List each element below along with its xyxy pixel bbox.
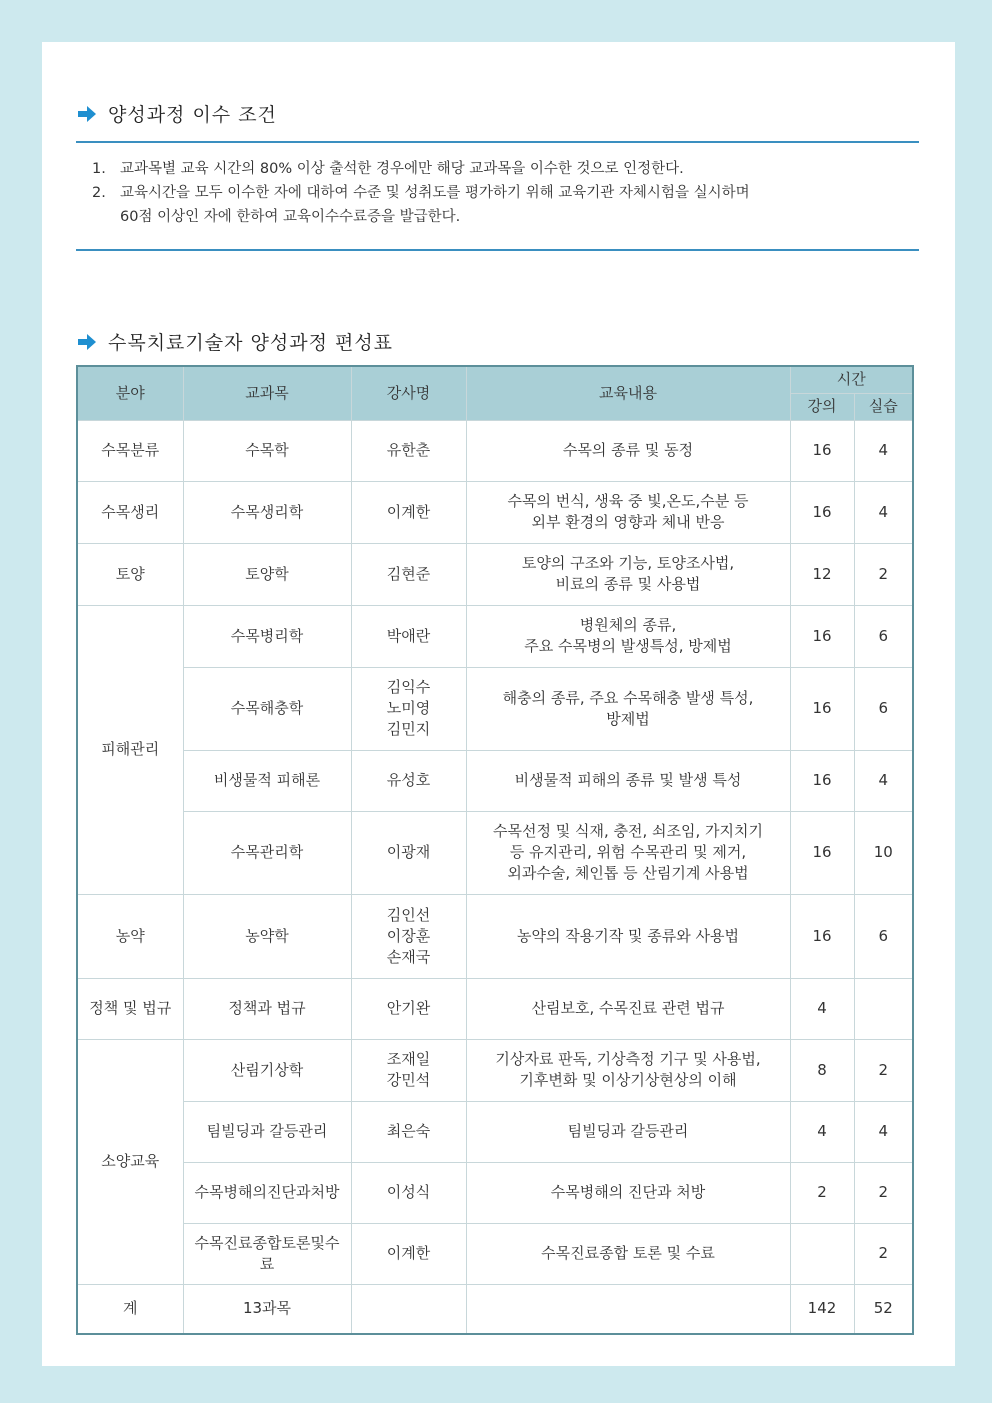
section-title: 양성과정 이수 조건	[108, 104, 277, 126]
instructor-cell: 조재일 강민석	[351, 1039, 466, 1101]
condition-item	[92, 181, 912, 229]
content-cell: 수목의 번식, 생육 중 빛,온도,수분 등 외부 환경의 영향과 체내 반응	[466, 481, 790, 543]
table-row	[77, 481, 913, 543]
section-divider	[76, 141, 919, 143]
total-instructor-cell	[351, 1284, 466, 1334]
instructor-cell: 유한춘	[351, 420, 466, 481]
subject-cell: 산림기상학	[183, 1039, 351, 1101]
lecture-hours-cell: 16	[790, 667, 854, 750]
content-cell: 수목의 종류 및 동정	[466, 420, 790, 481]
subject-cell: 수목관리학	[183, 811, 351, 894]
section-divider	[76, 249, 919, 251]
lecture-hours-cell	[790, 1223, 854, 1284]
document-page	[42, 42, 955, 1366]
content-cell: 팀빌딩과 갈등관리	[466, 1101, 790, 1162]
instructor-cell: 이계한	[351, 1223, 466, 1284]
total-lecture-hours: 142	[790, 1284, 854, 1334]
table-row	[77, 605, 913, 667]
arrow-right-icon	[76, 331, 98, 353]
field-cell: 피해관리	[77, 605, 183, 894]
section-heading-completion	[76, 100, 277, 127]
table-row	[77, 1039, 913, 1101]
practice-hours-cell: 4	[854, 1101, 913, 1162]
field-cell: 농약	[77, 894, 183, 978]
subject-cell: 농약학	[183, 894, 351, 978]
lecture-hours-cell: 4	[790, 1101, 854, 1162]
subject-cell: 수목생리학	[183, 481, 351, 543]
instructor-cell: 이성식	[351, 1162, 466, 1223]
table-row	[77, 894, 913, 978]
practice-hours-cell: 4	[854, 481, 913, 543]
instructor-cell: 안기완	[351, 978, 466, 1039]
total-content-cell	[466, 1284, 790, 1334]
lecture-hours-cell: 8	[790, 1039, 854, 1101]
instructor-cell: 유성호	[351, 750, 466, 811]
subject-cell: 팀빌딩과 갈등관리	[183, 1101, 351, 1162]
table-row	[77, 1101, 913, 1162]
content-cell: 비생물적 피해의 종류 및 발생 특성	[466, 750, 790, 811]
header-time: 시간	[790, 366, 913, 393]
curriculum-table	[76, 365, 914, 1335]
content-cell: 산림보호, 수목진료 관련 법규	[466, 978, 790, 1039]
table-row	[77, 420, 913, 481]
subject-cell: 토양학	[183, 543, 351, 605]
subject-cell: 비생물적 피해론	[183, 750, 351, 811]
practice-hours-cell: 2	[854, 543, 913, 605]
header-content: 교육내용	[466, 366, 790, 420]
section-title: 수목치료기술자 양성과정 편성표	[108, 332, 394, 354]
instructor-cell: 박애란	[351, 605, 466, 667]
completion-conditions-list	[92, 157, 912, 229]
instructor-cell: 최은숙	[351, 1101, 466, 1162]
arrow-right-icon	[76, 103, 98, 125]
content-cell: 병원체의 종류, 주요 수목병의 발생특성, 방제법	[466, 605, 790, 667]
lecture-hours-cell: 16	[790, 605, 854, 667]
instructor-cell: 이계한	[351, 481, 466, 543]
lecture-hours-cell: 16	[790, 420, 854, 481]
table-row	[77, 667, 913, 750]
header-field: 분야	[77, 366, 183, 420]
condition-text: 교과목별 교육 시간의 80% 이상 출석한 경우에만 해당 교과목을 이수한 것으로 인정한다.	[120, 161, 684, 177]
subject-cell: 수목해충학	[183, 667, 351, 750]
field-cell: 소양교육	[77, 1039, 183, 1284]
header-instructor: 강사명	[351, 366, 466, 420]
practice-hours-cell: 2	[854, 1223, 913, 1284]
total-practice-hours: 52	[854, 1284, 913, 1334]
instructor-cell: 김인선 이장훈 손재국	[351, 894, 466, 978]
total-subject-count: 13과목	[183, 1284, 351, 1334]
subject-cell: 정책과 법규	[183, 978, 351, 1039]
practice-hours-cell: 10	[854, 811, 913, 894]
header-practice: 실습	[854, 393, 913, 420]
header-row	[77, 366, 913, 393]
table-row	[77, 1223, 913, 1284]
total-row	[77, 1284, 913, 1334]
lecture-hours-cell: 2	[790, 1162, 854, 1223]
header-subject: 교과목	[183, 366, 351, 420]
table-row	[77, 978, 913, 1039]
content-cell: 해충의 종류, 주요 수목해충 발생 특성, 방제법	[466, 667, 790, 750]
practice-hours-cell: 6	[854, 667, 913, 750]
subject-cell: 수목병리학	[183, 605, 351, 667]
practice-hours-cell: 2	[854, 1162, 913, 1223]
practice-hours-cell: 6	[854, 894, 913, 978]
field-cell: 수목생리	[77, 481, 183, 543]
content-cell: 기상자료 판독, 기상측정 기구 및 사용법, 기후변화 및 이상기상현상의 이해	[466, 1039, 790, 1101]
practice-hours-cell: 6	[854, 605, 913, 667]
total-label-cell: 계	[77, 1284, 183, 1334]
lecture-hours-cell: 4	[790, 978, 854, 1039]
content-cell: 수목선정 및 식재, 충전, 쇠조임, 가지치기 등 유지관리, 위험 수목관리 및 제거, 외과수술, 체인톱 등 산림기계 사용법	[466, 811, 790, 894]
content-cell: 수목진료종합 토론 및 수료	[466, 1223, 790, 1284]
field-cell: 수목분류	[77, 420, 183, 481]
lecture-hours-cell: 16	[790, 811, 854, 894]
practice-hours-cell: 2	[854, 1039, 913, 1101]
subject-cell: 수목학	[183, 420, 351, 481]
lecture-hours-cell: 16	[790, 481, 854, 543]
content-cell: 토양의 구조와 기능, 토양조사법, 비료의 종류 및 사용법	[466, 543, 790, 605]
instructor-cell: 김현준	[351, 543, 466, 605]
instructor-cell: 김익수 노미영 김민지	[351, 667, 466, 750]
lecture-hours-cell: 16	[790, 750, 854, 811]
practice-hours-cell: 4	[854, 750, 913, 811]
table-row	[77, 543, 913, 605]
section-heading-schedule	[76, 328, 393, 355]
content-cell: 수목병해의 진단과 처방	[466, 1162, 790, 1223]
table-row	[77, 750, 913, 811]
content-cell: 농약의 작용기작 및 종류와 사용법	[466, 894, 790, 978]
practice-hours-cell: 4	[854, 420, 913, 481]
table-row	[77, 811, 913, 894]
field-cell: 토양	[77, 543, 183, 605]
table-row	[77, 1162, 913, 1223]
subject-cell: 수목진료종합토론및수료	[183, 1223, 351, 1284]
lecture-hours-cell: 12	[790, 543, 854, 605]
condition-text: 교육시간을 모두 이수한 자에 대하여 수준 및 성취도를 평가하기 위해 교육기관 자체시험을 실시하며 60점 이상인 자에 한하여 교육이수수료증을 발급한다.	[120, 185, 750, 225]
condition-item	[92, 157, 912, 181]
condition-number: 1.	[92, 161, 106, 177]
field-cell: 정책 및 법규	[77, 978, 183, 1039]
lecture-hours-cell: 16	[790, 894, 854, 978]
subject-cell: 수목병해의진단과처방	[183, 1162, 351, 1223]
practice-hours-cell	[854, 978, 913, 1039]
condition-number: 2.	[92, 185, 106, 201]
header-lecture: 강의	[790, 393, 854, 420]
instructor-cell: 이광재	[351, 811, 466, 894]
